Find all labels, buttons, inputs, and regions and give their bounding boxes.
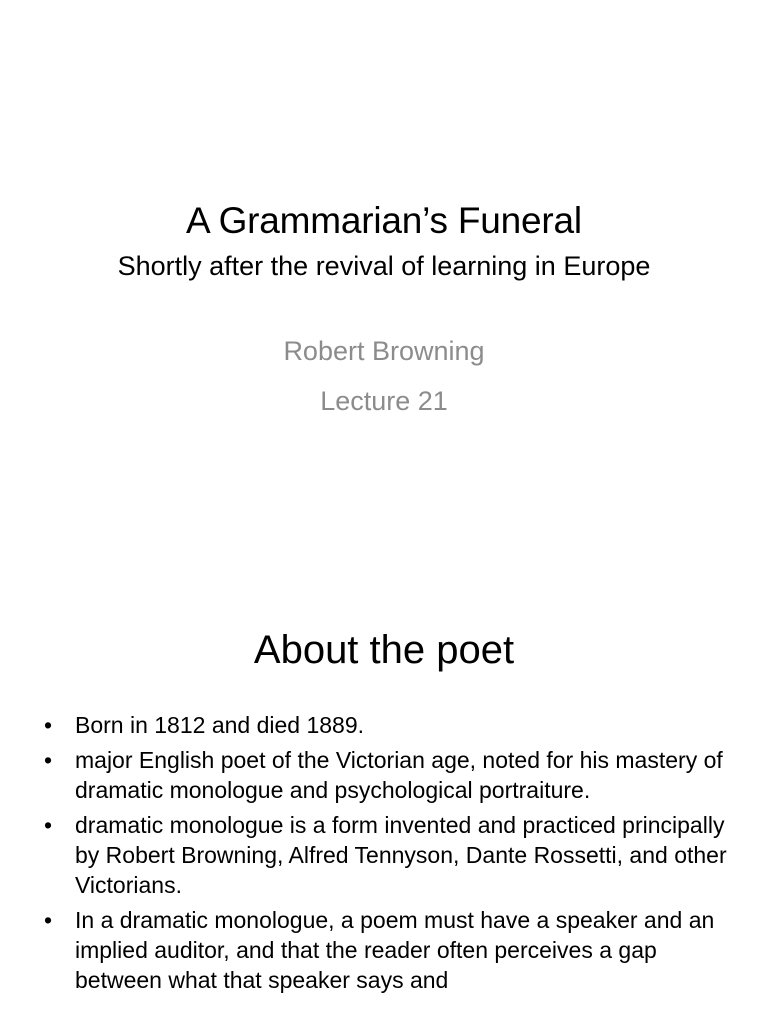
slide-about	[0, 576, 768, 1024]
bullet-icon: •	[44, 747, 53, 773]
list-item-text: major English poet of the Victorian age, noted for his mastery of dramatic monologue and psychological portraiture.	[75, 747, 723, 803]
bullet-icon: •	[44, 812, 53, 838]
lecture-label: Lecture 21	[320, 386, 448, 416]
list-item	[0, 745, 768, 805]
list-item	[0, 810, 768, 900]
bullet-icon: •	[44, 907, 53, 933]
list-item-text: dramatic monologue is a form invented and practiced principally by Robert Browning, Alfred Tennyson, Dante Rossetti, and other Victorians.	[75, 812, 727, 898]
section-title: About the poet	[253, 628, 515, 672]
author-name: Robert Browning	[283, 336, 485, 366]
bullet-icon: •	[44, 712, 53, 738]
page-subtitle: Shortly after the revival of learning in Europe	[117, 251, 651, 281]
list-item-text: Born in 1812 and died 1889.	[75, 712, 365, 738]
list-item-text: In a dramatic monologue, a poem must have a speaker and an implied auditor, and that the reader often perceives a gap between what that speaker says and	[75, 907, 715, 993]
bullet-list	[0, 710, 768, 1000]
page-title: A Grammarian’s Funeral	[186, 200, 582, 241]
list-item	[0, 710, 768, 740]
list-item	[0, 905, 768, 995]
